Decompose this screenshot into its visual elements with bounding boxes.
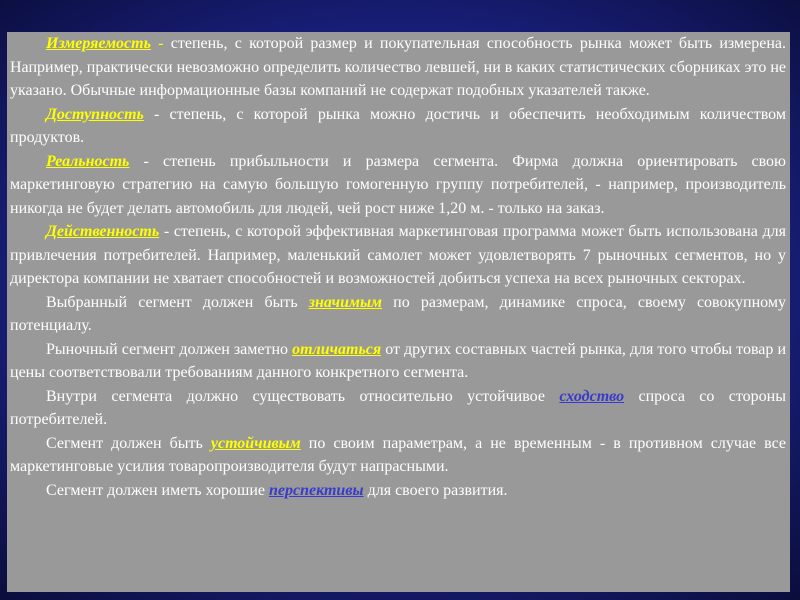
term-stable: устойчивым <box>210 434 301 452</box>
term-prospects: перспективы <box>268 481 364 499</box>
paragraph-significant <box>10 291 786 338</box>
term-measurability: Измеряемость <box>46 35 151 52</box>
paragraph-similarity <box>10 385 786 432</box>
paragraph-body: - степень, с которой эффективная маркетинговая программа может быть использована для привлечения потребителей. Например, маленький самолет может удовлетворять 7 рыночных сегментов, но у директора компании не хватает способностей и возможностей добиться успеха на всех рыночных секторах. <box>10 223 787 287</box>
paragraph-body: - степень, с которой рынка можно достичь и обеспечить необходимым количеством продуктов. <box>10 105 787 146</box>
paragraph-lead: Выбранный сегмент должен быть <box>46 293 309 311</box>
paragraph-body: от других составных частей рынка, для того чтобы товар и цены соответствовали требованиям данного конкретного сегмента. <box>10 340 787 381</box>
term-separator <box>129 153 143 170</box>
paragraph-lead: Рыночный сегмент должен заметно <box>46 340 293 358</box>
paragraph-body: по своим параметрам, а не временным - в противном случае все маркетинговые усилия товаропроизводителя будут напрасными. <box>10 434 787 475</box>
paragraph-reality <box>10 150 786 221</box>
text-box <box>7 32 790 592</box>
paragraph-lead: Сегмент должен иметь хорошие <box>46 481 269 499</box>
term-separator <box>144 106 154 123</box>
paragraph-accessibility <box>10 103 786 150</box>
term-reality: Реальность <box>46 152 130 170</box>
paragraph-prospects <box>10 479 786 503</box>
term-similarity: сходство <box>559 387 625 405</box>
paragraph-body: по размерам, динамике спроса, своему совокупному потенциалу. <box>10 293 786 334</box>
paragraph-measurability <box>10 32 786 103</box>
term-distinct: отличаться <box>292 340 382 358</box>
paragraph-body: спроса со стороны потребителей. <box>10 387 786 428</box>
term-separator: - <box>150 35 171 52</box>
paragraph-lead: Внутри сегмента должно существовать относительно устойчивое <box>46 387 560 405</box>
paragraph-distinct <box>10 338 786 385</box>
paragraph-lead: Сегмент должен быть <box>46 434 211 452</box>
paragraph-effectiveness <box>10 220 786 291</box>
paragraph-body: для своего развития. <box>363 481 508 499</box>
term-accessibility: Доступность <box>46 105 144 123</box>
term-effectiveness: Действенность <box>46 223 160 240</box>
paragraph-body: степень, с которой размер и покупательная способность рынка может быть измерена. Например, практически невозможно определить количество левшей, ни в каких статистических сборниках это не указано. Обычные информационные базы компаний не содержат подобных указателей также. <box>10 35 787 99</box>
term-significant: значимым <box>308 293 382 311</box>
paragraph-body: - степень прибыльности и размера сегмента. Фирма должна ориентировать свою маркетинговую стратегию на самую большую гомогенную группу потребителей, - например, производитель никогда не будет делать автомобиль для людей, чей рост ниже 1,20 м. - только на заказ. <box>10 152 787 217</box>
paragraph-stable <box>10 432 786 479</box>
